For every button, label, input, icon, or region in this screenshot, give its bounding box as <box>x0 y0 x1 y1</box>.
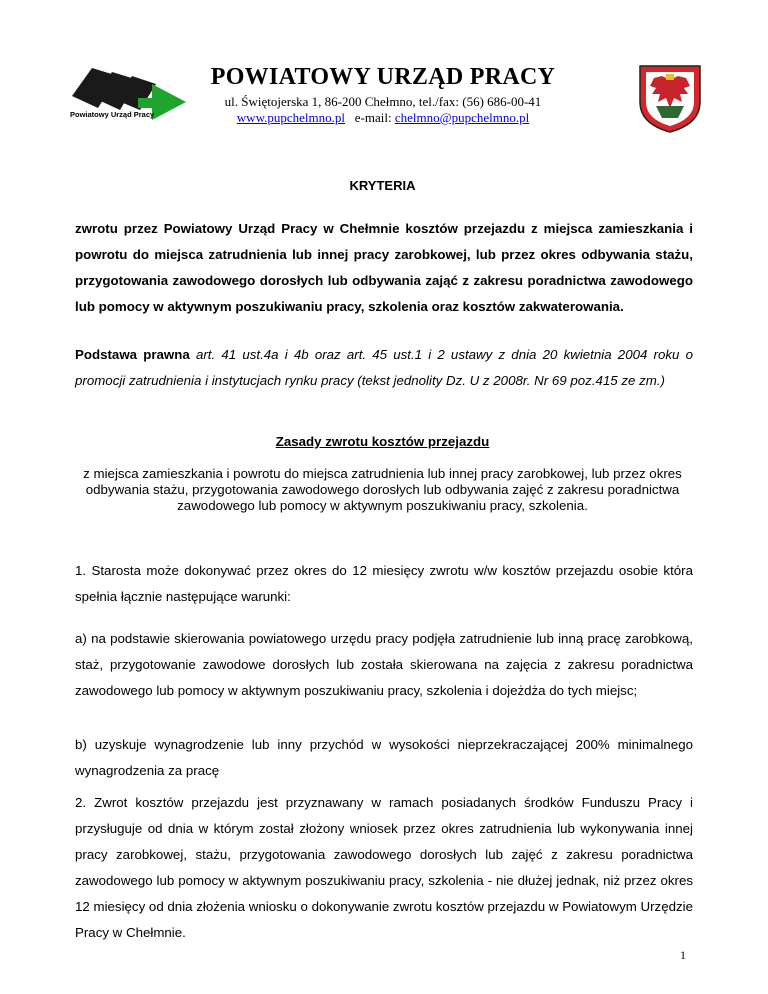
page-number: 1 <box>680 948 686 962</box>
point-2: 2. Zwrot kosztów przejazdu jest przyznawany w ramach posiadanych środków Funduszu Pracy i przysługuje od dnia w którym został złożony wniosek przez okres zatrudnienia lub wykonywania innej pracy zarobkowej, stażu, przygotowania zawodowego dorosłych lub zajęć z zakresu poradnictwa zawodowego lub pomocy w aktywnym poszukiwaniu pracy, szkolenia - nie dłużej jednak, niż przez okres 12 miesięcy od dnia złożenia wniosku o dokonywanie zwrotu kosztów przejazdu w Powiatowym Urzędzie Pracy w Chełmnie. <box>75 795 693 940</box>
logo-graphic <box>70 62 188 120</box>
rules-scope: z miejsca zamieszkania i powrotu do miejsca zatrudnienia lub innej pracy zarobkowej, lub przez okres odbywania stażu, przygotowania zawodowego dorosłych lub odbywania zajęć z zakresu poradnictwa zawodowego lub pomocy w aktywnym poszukiwaniu pracy, szkolenia. <box>83 466 682 513</box>
point-1b: b) uzyskuje wynagrodzenie lub inny przychód w wysokości nieprzekraczającej 200% minimalnego wynagrodzenia za pracę <box>75 737 693 778</box>
point-1: 1. Starosta może dokonywać przez okres do 12 miesięcy zwrotu w/w kosztów przejazdu osobie która spełnia łącznie następujące warunki: <box>75 563 693 604</box>
document-heading: KRYTERIA <box>349 178 416 193</box>
legal-basis-label: Podstawa prawna <box>75 347 190 362</box>
email-link[interactable]: chelmno@pupchelmno.pl <box>394 110 530 125</box>
logo-caption: Powiatowy Urząd Pracy <box>70 110 155 119</box>
rules-heading: Zasady zwrotu kosztów przejazdu <box>275 434 490 449</box>
legal-basis-paragraph <box>75 342 693 394</box>
website-link[interactable]: www.pupchelmno.pl <box>236 110 345 125</box>
coat-of-arms-icon <box>638 64 702 134</box>
office-address: ul. Świętojerska 1, 86-200 Chełmno, tel./fax: (56) 686-00-41 <box>224 94 542 109</box>
contact-line <box>198 110 568 126</box>
point-1a: a) na podstawie skierowania powiatowego urzędu pracy podjęła zatrudnienie lub inną pracę zarobkową, staż, przygotowanie zawodowe dorosłych lub została skierowana na zajęcia z zakresu poradnictwa zawodowego lub pomocy w aktywnym poszukiwaniu pracy, szkolenia i dojeżdża do tych miejsc; <box>75 631 693 698</box>
office-logo <box>70 62 188 120</box>
legal-basis-text: art. 41 ust.4a i 4b oraz art. 45 ust.1 i 2 ustawy z dnia 20 kwietnia 2004 roku o promocji zatrudnienia i instytucjach rynku pracy (tekst jednolity Dz. U z 2008r. Nr 69 poz.415 ze zm.) <box>75 347 693 388</box>
intro-paragraph: zwrotu przez Powiatowy Urząd Pracy w Chełmnie kosztów przejazdu z miejsca zamieszkania i powrotu do miejsca zatrudnienia lub innej pracy zarobkowej, lub przez okres odbywania stażu, przygotowania zawodowego dorosłych lub odbywania zająć z zakresu poradnictwa zawodowego lub pomocy w aktywnym poszukiwaniu pracy, szkolenia oraz kosztów zakwaterowania. <box>75 221 693 314</box>
email-label: e-mail: <box>354 110 392 125</box>
office-name: POWIATOWY URZĄD PRACY <box>210 64 556 90</box>
